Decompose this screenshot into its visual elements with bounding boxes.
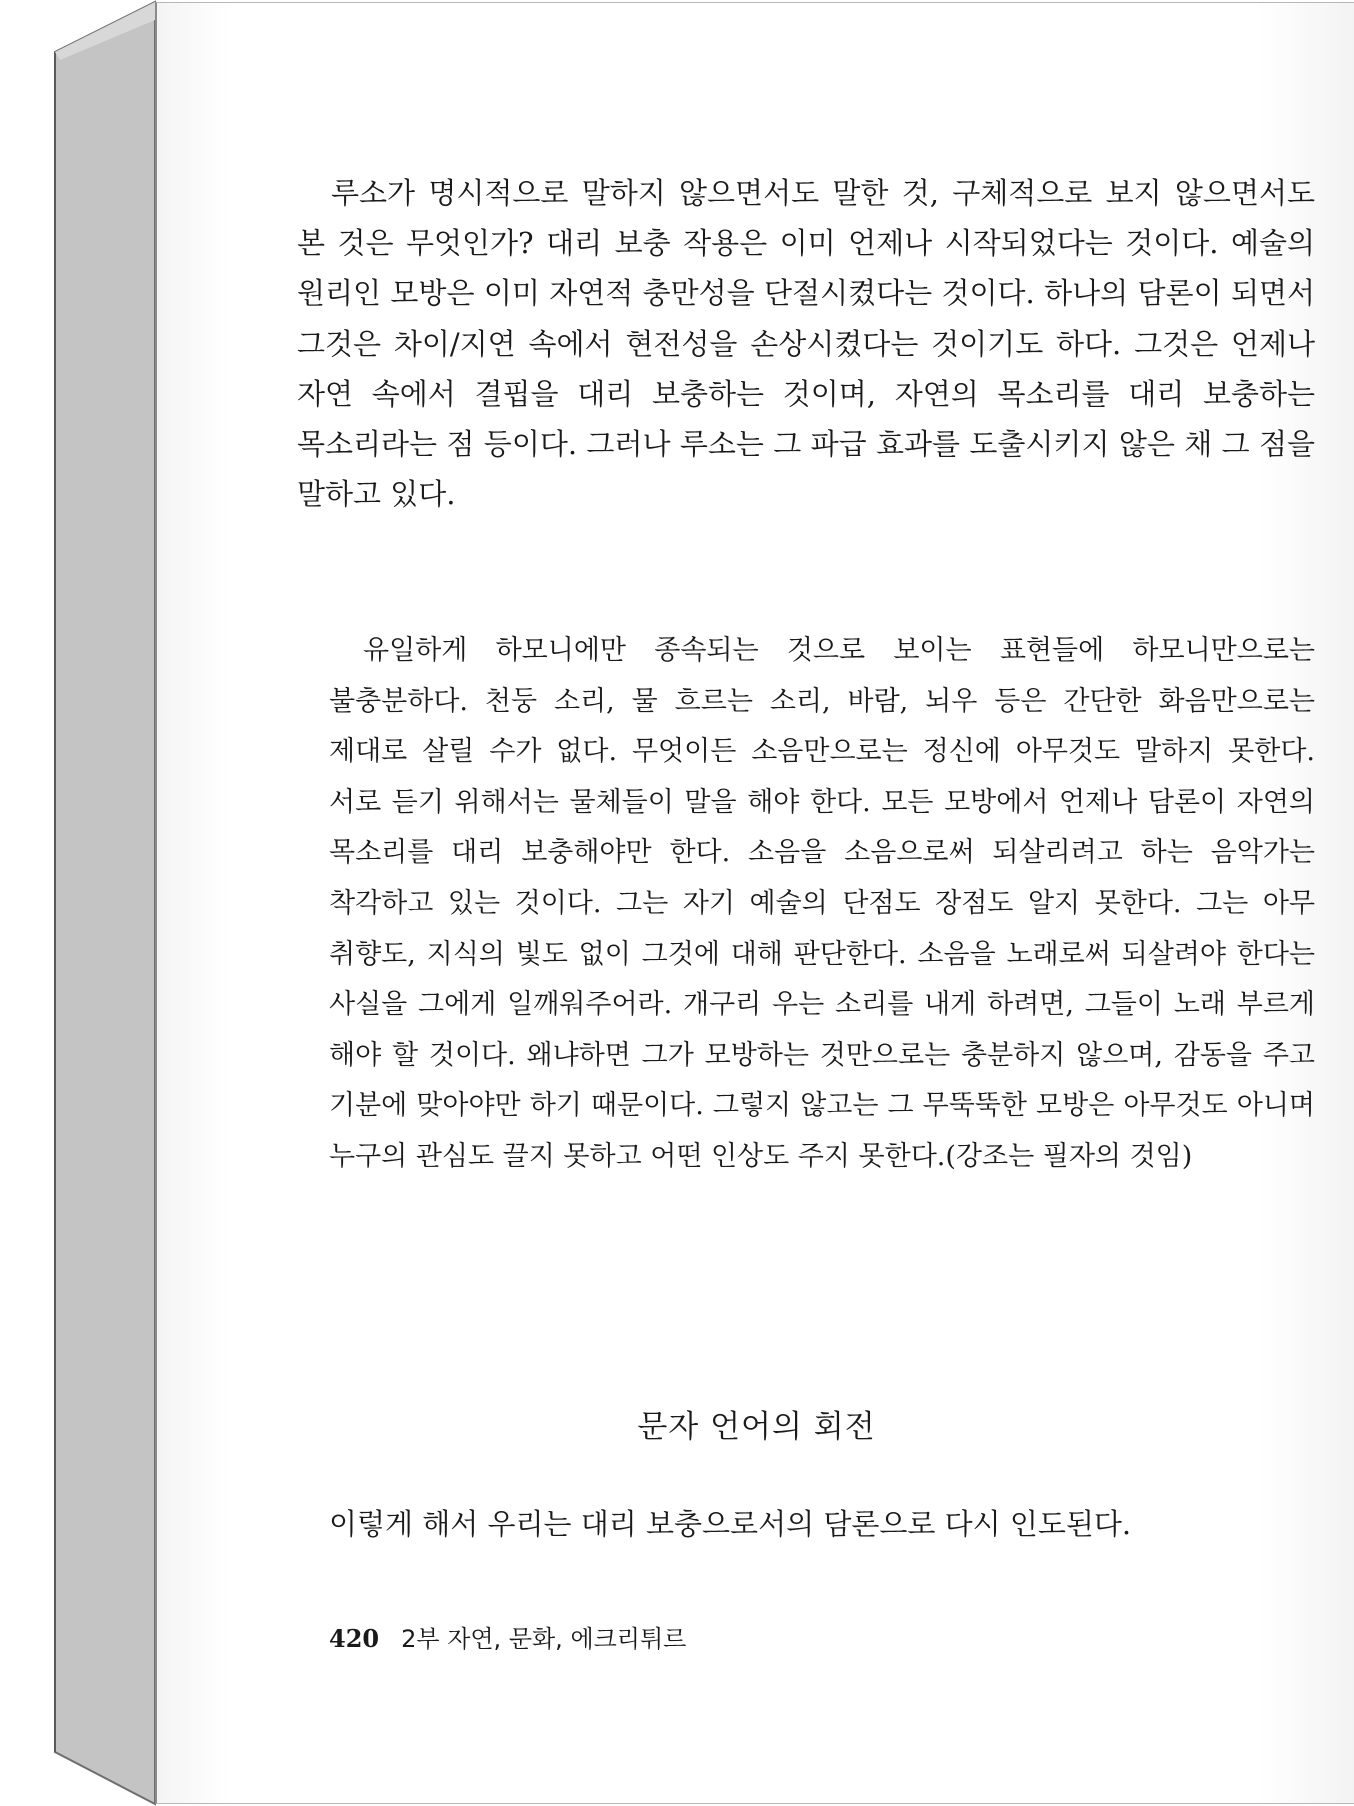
book-page [155,2,1354,1804]
block-quote: 유일하게 하모니에만 종속되는 것으로 보이는 표현들에 하모니만으로는 불충분하다. 천둥 소리, 물 흐르는 소리, 바람, 뇌우 등은 간단한 화음만으로는 제대로 살릴 수가 없다. 무엇이든 소음만으로는 정신에 아무것도 말하지 못한다. 서로 듣기 위해서는 물체들이 말을 해야 한다. 모든 모방에서 언제나 담론이 자연의 목소리를 대리 보충해야만 한다. 소음을 소음으로써 되살리려고 하는 음악가는 착각하고 있는 것이다. 그는 자기 예술의 단점도 장점도 알지 못한다. 그는 아무 취향도, 지식의 빛도 없이 그것에 대해 판단한다. 소음을 노래로써 되살려야 한다는 사실을 그에게 일깨워주어라. 개구리 우는 소리를 내게 하려면, 그들이 노래 부르게 해야 할 것이다. 왜냐하면 그가 모방하는 것만으로는 충분하지 않으며, 감동을 주고 기분에 맞아야만 하기 때문이다. 그렇지 않고는 그 무뚝뚝한 모방은 아무것도 아니며 누구의 관심도 끌지 못하고 어떤 인상도 주지 못한다.(강조는 필자의 것임) [329,635,1315,1172]
body-paragraph: 루소가 명시적으로 말하지 않으면서도 말한 것, 구체적으로 보지 않으면서도 본 것은 무엇인가? 대리 보충 작용은 이미 언제나 시작되었다는 것이다. 예술의 원리인 모방은 이미 자연적 충만성을 단절시켰다는 것이다. 하나의 담론이 되면서 그것은 차이/지연 속에서 현전성을 손상시켰다는 것이기도 하다. 그것은 언제나 자연 속에서 결핍을 대리 보충하는 것이며, 자연의 목소리를 대리 보충하는 목소리라는 점 등이다. 그러나 루소는 그 파급 효과를 도출시키지 않은 채 그 점을 말하고 있다. [297,176,1315,512]
body-paragraph-continued: 이렇게 해서 우리는 대리 보충으로서의 담론으로 다시 인도된다. [329,1507,1132,1541]
running-head: 2부 자연, 문화, 에크리튀르 [401,1625,687,1653]
book-spine [0,0,160,1806]
page-number: 420 [329,1624,380,1653]
page-footer [329,1619,686,1654]
section-heading: 문자 언어의 회전 [637,1409,876,1445]
